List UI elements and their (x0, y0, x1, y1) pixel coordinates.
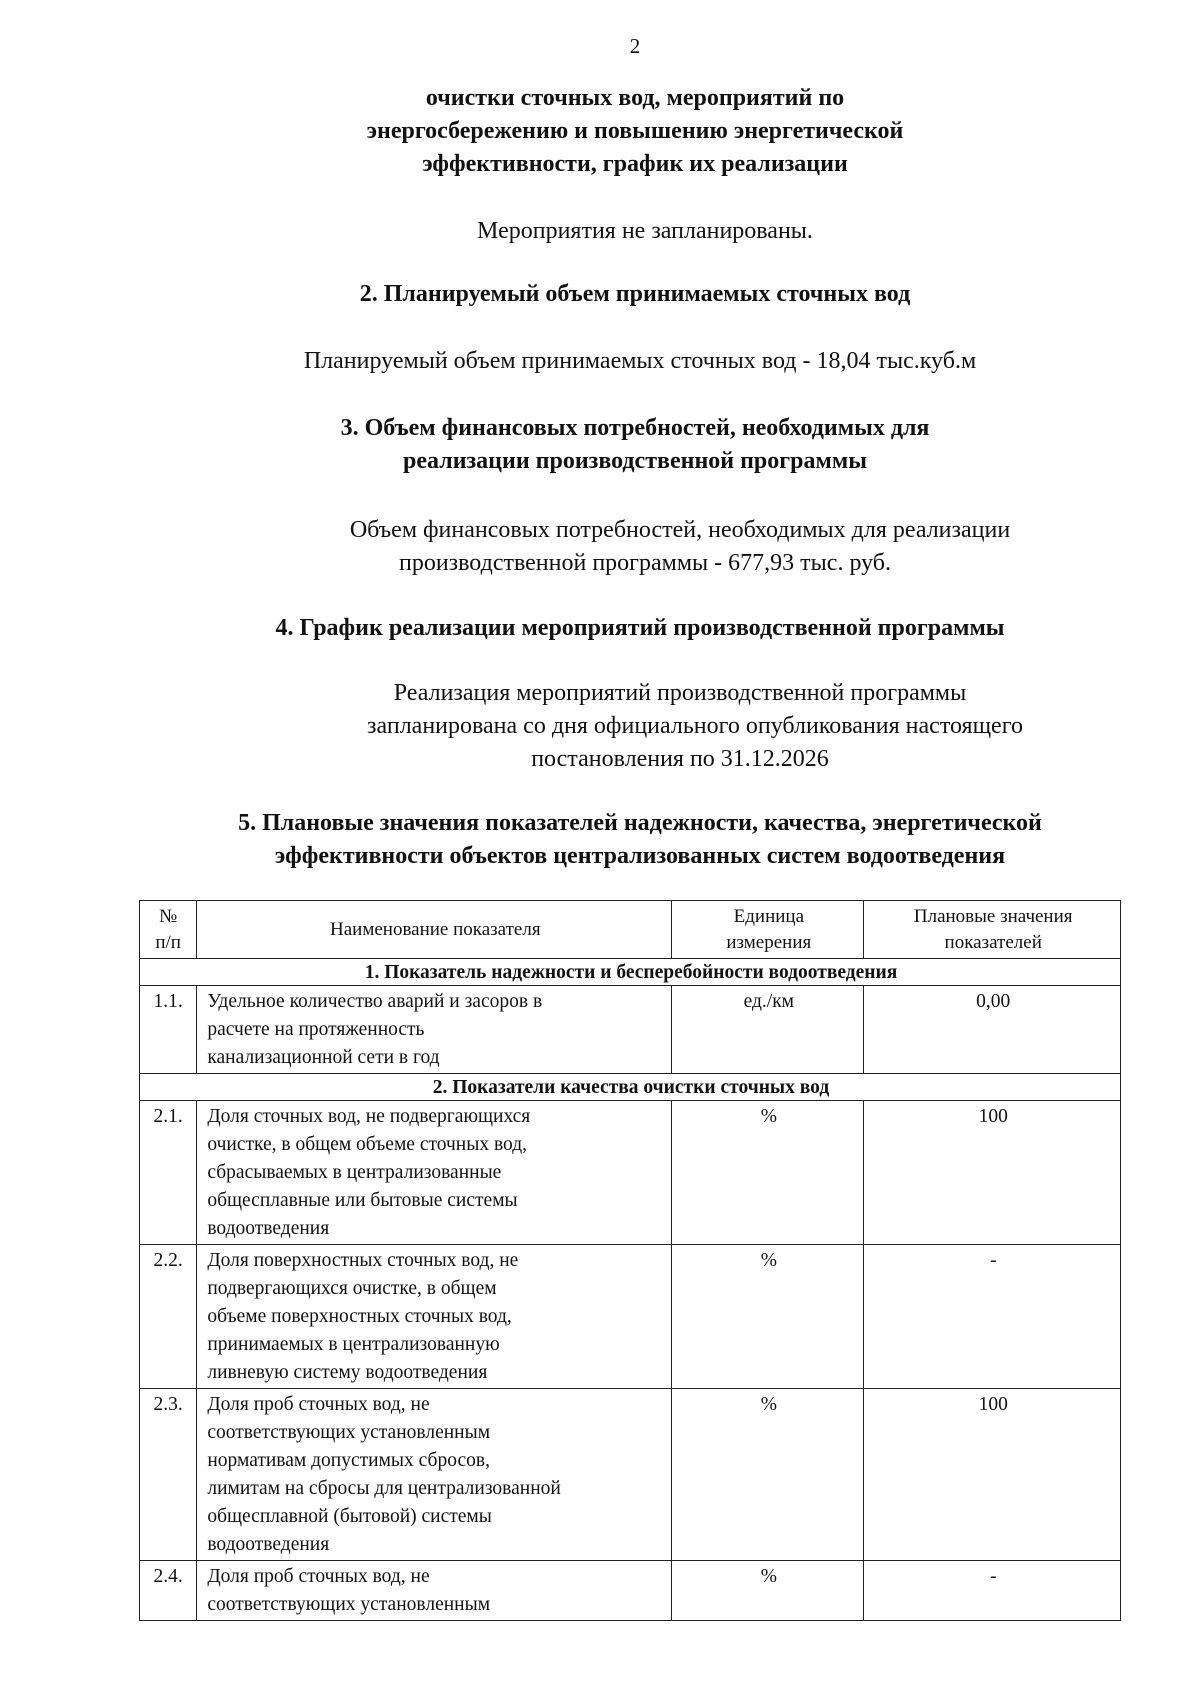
section-3-heading (140, 412, 1130, 478)
intro-text: Мероприятия не запланированы. (477, 218, 813, 244)
row-name (197, 1101, 672, 1245)
row-name-line: общесплавной (бытовой) системы (207, 1506, 492, 1527)
header-unit-line: Единица (733, 906, 805, 927)
header-num-line: п/п (155, 932, 181, 953)
row-value: 0,00 (864, 986, 1121, 1074)
section-5-heading (140, 807, 1140, 873)
intro-heading-line: очистки сточных вод, мероприятий по (425, 85, 845, 111)
row-num: 2.1. (140, 1101, 197, 1245)
row-unit: % (672, 1389, 864, 1561)
header-name: Наименование показателя (197, 901, 672, 959)
row-unit: % (672, 1101, 864, 1245)
section-3-heading-line: 3. Объем финансовых потребностей, необходимых для (340, 415, 930, 441)
row-name-line: Доля сточных вод, не подвергающихся (207, 1106, 531, 1127)
row-value: - (864, 1561, 1121, 1621)
header-value-line: Плановые значения (913, 906, 1073, 927)
intro-heading-line: энергосбережению и повышению энергетической (366, 118, 904, 144)
row-num: 2.3. (140, 1389, 197, 1561)
row-value: - (864, 1245, 1121, 1389)
section-2-text: Планируемый объем принимаемых сточных вод - 18,04 тыс.куб.м (303, 348, 977, 374)
section-4-text-line: постановления по 31.12.2026 (531, 746, 829, 772)
row-name-line: водоотведения (207, 1218, 330, 1239)
section-3-text-line: Объем финансовых потребностей, необходимых для реализации (349, 517, 1011, 543)
row-name-line: нормативам допустимых сбросов, (207, 1450, 490, 1471)
intro-heading (140, 82, 1130, 181)
row-name-line: соответствующих установленным (207, 1422, 491, 1443)
row-unit: ед./км (672, 986, 864, 1074)
row-name-line: лимитам на сбросы для централизованной (207, 1478, 561, 1499)
page-number: 2 (629, 34, 641, 58)
table-section-row (140, 1074, 1121, 1101)
header-unit (672, 901, 864, 959)
row-name-line: сбрасываемых в централизованные (207, 1162, 502, 1183)
section-5-heading-line: 5. Плановые значения показателей надежности, качества, энергетической (238, 810, 1042, 836)
row-name-line: Доля проб сточных вод, не (207, 1566, 430, 1587)
row-num: 2.4. (140, 1561, 197, 1621)
row-unit: % (672, 1245, 864, 1389)
row-name-line: общесплавные или бытовые системы (207, 1190, 518, 1211)
row-value: 100 (864, 1101, 1121, 1245)
section-3-text (230, 514, 1130, 580)
section-4-text-line: запланирована со дня официального опубликования настоящего (367, 713, 1023, 739)
section-4-text (240, 677, 1120, 776)
table-row (140, 1561, 1121, 1621)
row-unit: % (672, 1561, 864, 1621)
row-name-line: Удельное количество аварий и засоров в (207, 991, 543, 1012)
table-row (140, 1389, 1121, 1561)
table-section-row (140, 959, 1121, 986)
row-name (197, 1389, 672, 1561)
section-3-text-line: производственной программы - 677,93 тыс. руб. (398, 550, 892, 576)
header-unit-line: измерения (726, 932, 812, 953)
section-5-heading-line: эффективности объектов централизованных систем водоотведения (274, 843, 1006, 869)
row-name-line: водоотведения (207, 1534, 330, 1555)
row-name-line: очистке, в общем объеме сточных вод, (207, 1134, 528, 1155)
group-1-title: 1. Показатель надежности и бесперебойности водоотведения (140, 959, 1121, 986)
row-name-line: ливневую систему водоотведения (207, 1362, 488, 1383)
row-name-line: принимаемых в централизованную (207, 1334, 500, 1355)
header-num-line: № (159, 906, 178, 927)
table-row (140, 1101, 1121, 1245)
section-2-heading: 2. Планируемый объем принимаемых сточных вод (359, 281, 911, 307)
header-value (864, 901, 1121, 959)
row-name-line: расчете на протяженность (207, 1019, 425, 1040)
section-4-heading: 4. График реализации мероприятий производственной программы (275, 615, 1005, 641)
table-header-row (140, 901, 1121, 959)
row-num: 1.1. (140, 986, 197, 1074)
section-3-heading-line: реализации производственной программы (403, 448, 867, 474)
row-name-line: объеме поверхностных сточных вод, (207, 1306, 512, 1327)
intro-heading-line: эффективности, график их реализации (422, 151, 848, 177)
row-name-line: соответствующих установленным (207, 1594, 491, 1615)
row-name-line: Доля поверхностных сточных вод, не (207, 1250, 519, 1271)
section-4-text-line: Реализация мероприятий производственной программы (393, 680, 967, 706)
row-name (197, 986, 672, 1074)
group-2-title: 2. Показатели качества очистки сточных вод (140, 1074, 1121, 1101)
table-row (140, 1245, 1121, 1389)
row-value: 100 (864, 1389, 1121, 1561)
row-num: 2.2. (140, 1245, 197, 1389)
header-value-line: показателей (944, 932, 1042, 953)
header-num (140, 901, 197, 959)
row-name-line: Доля проб сточных вод, не (207, 1394, 430, 1415)
row-name-line: канализационной сети в год (207, 1047, 440, 1068)
row-name-line: подвергающихся очистке, в общем (207, 1278, 497, 1299)
table-row (140, 986, 1121, 1074)
row-name (197, 1245, 672, 1389)
row-name (197, 1561, 672, 1621)
indicators-table (139, 900, 1121, 1621)
